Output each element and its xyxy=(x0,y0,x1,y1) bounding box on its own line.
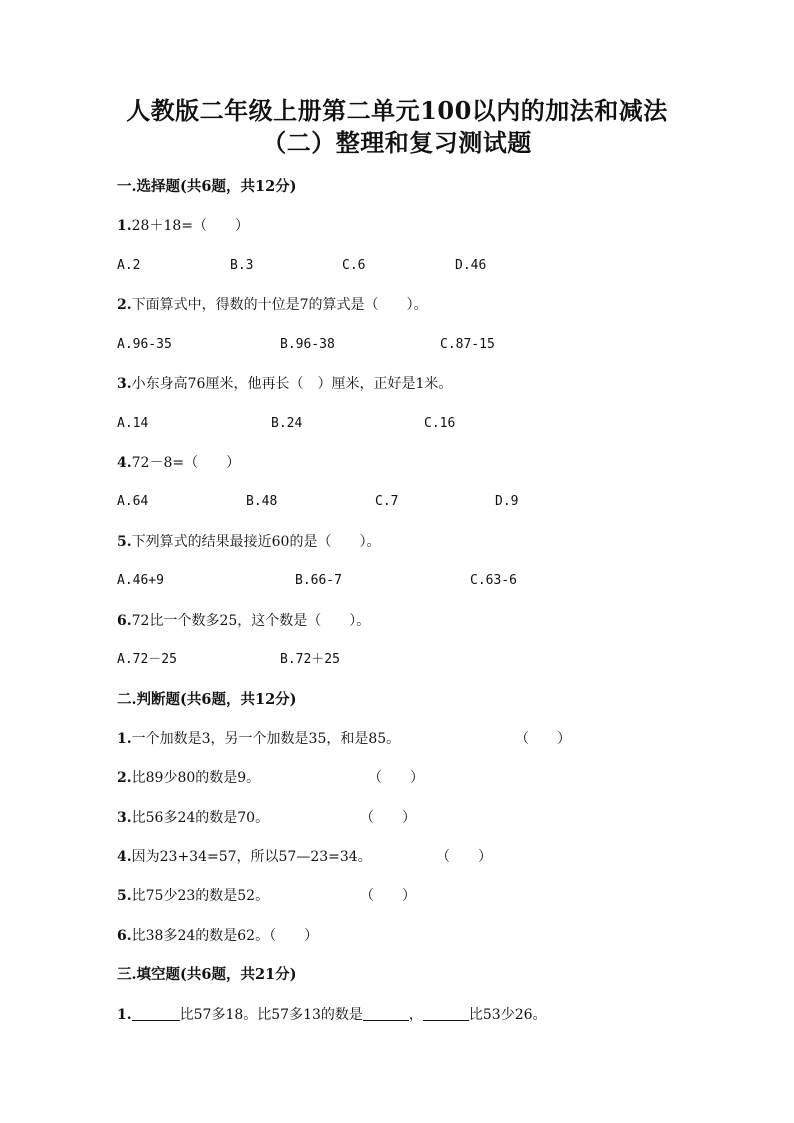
question-number: 3. xyxy=(117,810,132,826)
question-text-part3: 比53少26。 xyxy=(468,1007,547,1023)
question-text: 72－8=（ ） xyxy=(131,455,241,471)
fill-question-1 xyxy=(117,1005,547,1025)
question-text: 比89少80的数是9。 xyxy=(131,770,261,786)
choice-question-1 xyxy=(117,216,249,236)
choice-2-option-c: C.87-15 xyxy=(440,337,495,352)
question-text: 比38多24的数是62。（ ） xyxy=(131,928,319,944)
choice-3-option-b: B.24 xyxy=(271,416,303,431)
judge-question-1 xyxy=(117,729,400,749)
choice-1-option-d: D.46 xyxy=(455,258,487,273)
choice-5-option-c: C.63-6 xyxy=(470,573,517,588)
choice-3-option-c: C.16 xyxy=(424,416,456,431)
judge-question-6 xyxy=(117,926,318,946)
choice-1-option-a: A.2 xyxy=(117,258,141,273)
question-text-part2: ， xyxy=(408,1007,423,1023)
choice-6-option-a: A.72－25 xyxy=(117,652,177,667)
judge-4-answer-parens: （ ） xyxy=(436,849,492,865)
answer-blank-3[interactable] xyxy=(423,1006,469,1021)
choice-question-5 xyxy=(117,532,380,552)
question-text: 比75少23的数是52。 xyxy=(131,888,270,904)
question-number: 5. xyxy=(117,888,132,904)
section-heading-fill: 三.填空题(共6题，共21分) xyxy=(117,966,297,983)
question-number: 6. xyxy=(117,613,132,629)
choice-question-4 xyxy=(117,453,240,473)
question-number: 1. xyxy=(117,218,132,234)
question-number: 3. xyxy=(117,376,132,392)
choice-question-2 xyxy=(117,295,428,315)
question-text: 比56多24的数是70。 xyxy=(131,810,270,826)
question-text: 一个加数是3，另一个加数是35，和是85。 xyxy=(131,731,401,747)
page-title-line1: 人教版二年级上册第二单元100以内的加法和减法 xyxy=(126,96,668,125)
judge-question-3 xyxy=(117,808,269,828)
question-number: 6. xyxy=(117,928,132,944)
section-heading-judge: 二.判断题(共6题，共12分) xyxy=(117,691,297,708)
question-number: 2. xyxy=(117,770,132,786)
question-text: 因为23+34=57，所以57—23=34。 xyxy=(131,849,372,865)
judge-1-answer-parens: （ ） xyxy=(515,731,571,747)
choice-5-option-b: B.66-7 xyxy=(295,573,342,588)
choice-5-option-a: A.46+9 xyxy=(117,573,164,588)
choice-6-option-b: B.72＋25 xyxy=(280,652,340,667)
choice-2-option-a: A.96-35 xyxy=(117,337,172,352)
section-heading-choice: 一.选择题(共6题，共12分) xyxy=(117,178,297,195)
choice-4-option-a: A.64 xyxy=(117,494,149,509)
choice-1-option-b: B.3 xyxy=(230,258,254,273)
choice-4-option-c: C.7 xyxy=(375,494,399,509)
page-title-line2: （二）整理和复习测试题 xyxy=(262,128,532,157)
choice-question-6 xyxy=(117,611,370,631)
question-text: 下面算式中，得数的十位是7的算式是（ ）。 xyxy=(131,297,428,313)
judge-question-2 xyxy=(117,768,260,788)
choice-question-3 xyxy=(117,374,452,394)
question-text: 下列算式的结果最接近60的是（ ）。 xyxy=(131,534,381,550)
question-text: 小东身高76厘米，他再长（ ）厘米，正好是1米。 xyxy=(131,376,453,392)
judge-question-4 xyxy=(117,847,372,867)
question-number: 2. xyxy=(117,297,132,313)
question-number: 4. xyxy=(117,849,132,865)
judge-3-answer-parens: （ ） xyxy=(360,810,416,826)
answer-blank-2[interactable] xyxy=(363,1006,409,1021)
judge-question-5 xyxy=(117,886,269,906)
question-text-part1: 比57多18。比57多13的数是 xyxy=(179,1007,363,1023)
answer-blank-1[interactable] xyxy=(132,1006,180,1021)
question-number: 1. xyxy=(117,1007,132,1023)
question-number: 4. xyxy=(117,455,132,471)
question-number: 1. xyxy=(117,731,132,747)
judge-5-answer-parens: （ ） xyxy=(360,888,416,904)
choice-4-option-b: B.48 xyxy=(246,494,278,509)
choice-4-option-d: D.9 xyxy=(495,494,519,509)
choice-2-option-b: B.96-38 xyxy=(280,337,335,352)
question-number: 5. xyxy=(117,534,132,550)
choice-3-option-a: A.14 xyxy=(117,416,149,431)
choice-1-option-c: C.6 xyxy=(342,258,366,273)
judge-2-answer-parens: （ ） xyxy=(368,770,424,786)
question-text: 72比一个数多25，这个数是（ ）。 xyxy=(131,613,371,629)
question-text: 28＋18=（ ） xyxy=(131,218,249,234)
